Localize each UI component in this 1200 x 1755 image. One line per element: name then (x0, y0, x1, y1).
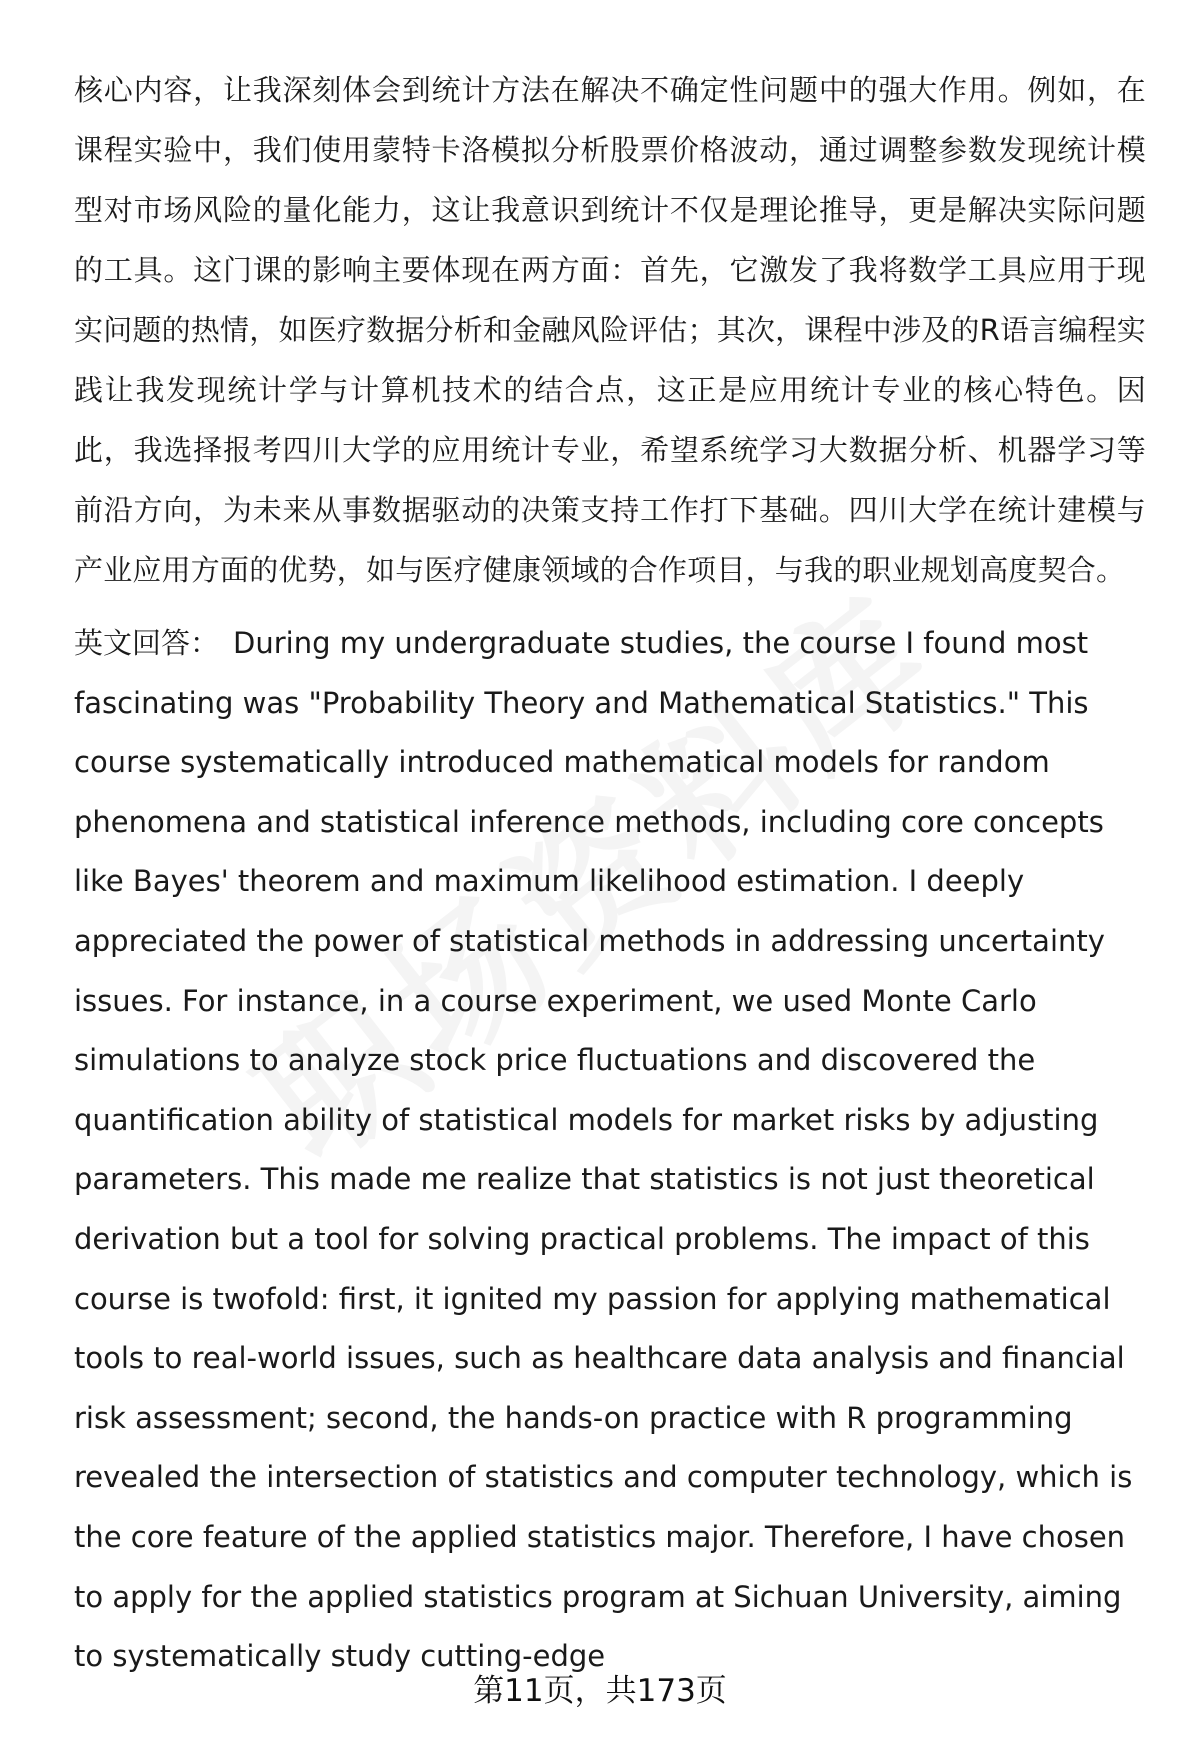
english-answer (74, 614, 1146, 1687)
english-paragraph: During my undergraduate studies, the course I found most fascinating was "Probability Theory and Mathematical Statistics." This course systematically introduced mathematical models for random phenomena and statistical inference methods, including core concepts like Bayes' theorem and maximum likelihood estimation. I deeply appreciated the power of statistical methods in addressing uncertainty issues. For instance, in a course experiment, we used Monte Carlo simulations to analyze stock price fluctuations and discovered the quantification ability of statistical models for market risks by adjusting parameters. This made me realize that statistics is not just theoretical derivation but a tool for solving practical problems. The impact of this course is twofold: first, it ignited my passion for applying mathematical tools to real-world issues, such as healthcare data analysis and financial risk assessment; second, the hands-on practice with R programming revealed the intersection of statistics and computer technology, which is the core feature of the applied statistics major. Therefore, I have chosen to apply for the applied statistics program at Sichuan University, aiming to systematically study cutting-edge (74, 626, 1133, 1674)
english-answer-label: 英文回答： (74, 626, 220, 660)
page-content (74, 60, 1146, 1687)
page-footer: 第11页，共173页 (473, 1673, 727, 1709)
chinese-paragraph: 核心内容，让我深刻体会到统计方法在解决不确定性问题中的强大作用。例如，在课程实验中，我们使用蒙特卡洛模拟分析股票价格波动，通过调整参数发现统计模型对市场风险的量化能力，这让我意识到统计不仅是理论推导，更是解决实际问题的工具。这门课的影响主要体现在两方面：首先，它激发了我将数学工具应用于现实问题的热情，如医疗数据分析和金融风险评估；其次，课程中涉及的R语言编程实践让我发现统计学与计算机技术的结合点，这正是应用统计专业的核心特色。因此，我选择报考四川大学的应用统计专业，希望系统学习大数据分析、机器学习等前沿方向，为未来从事数据驱动的决策支持工作打下基础。四川大学在统计建模与产业应用方面的优势，如与医疗健康领域的合作项目，与我的职业规划高度契合。 (74, 73, 1146, 587)
